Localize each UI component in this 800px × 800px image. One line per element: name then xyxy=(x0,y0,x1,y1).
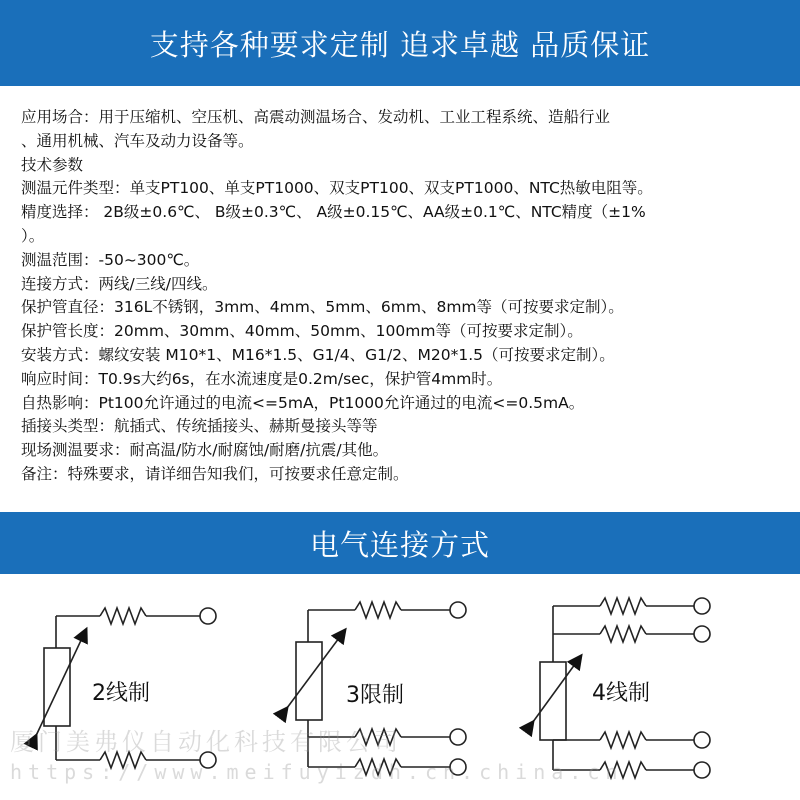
spec-line: ）。 xyxy=(21,226,45,245)
spec-line: 保护管直径：316L不锈钢，3mm、4mm、5mm、6mm、8mm等（可按要求定制）。 xyxy=(21,298,624,317)
spec-line: 技术参数 xyxy=(21,155,84,174)
banner-title: 支持各种要求定制 追求卓越 品质保证 xyxy=(149,27,651,62)
spec-line: 、通用机械、汽车及动力设备等。 xyxy=(21,131,254,150)
spec-line: 现场测温要求：耐高温/防水/耐腐蚀/耐磨/抗震/其他。 xyxy=(21,441,389,460)
company-watermark: 厦门美弗仪自动化科技有限公司 xyxy=(10,728,402,756)
spec-line: 连接方式：两线/三线/四线。 xyxy=(21,274,218,293)
url-watermark: https://www.meifuyizdh.cn.china.cn xyxy=(10,760,624,784)
spec-line: 精度选择： 2B级±0.6℃、 B级±0.3℃、 A级±0.15℃、AA级±0.1℃、NTC精度（±1% xyxy=(21,203,646,222)
section-banner xyxy=(0,512,800,574)
spec-line: 保护管长度：20mm、30mm、40mm、50mm、100mm等（可按要求定制）。 xyxy=(21,322,583,341)
spec-line: 自热影响：Pt100允许通过的电流<=5mA，Pt1000允许通过的电流<=0.5mA。 xyxy=(21,393,585,412)
four-wire-label: 4线制 xyxy=(592,681,650,706)
spec-line: 插接头类型：航插式、传统插接头、赫斯曼接头等等 xyxy=(21,417,378,436)
section-title: 电气连接方式 xyxy=(309,527,490,562)
spec-line: 测温范围：-50~300℃。 xyxy=(21,250,200,269)
spec-line: 测温元件类型：单支PT100、单支PT1000、双支PT100、双支PT1000、NTC热敏电阻等。 xyxy=(21,179,653,198)
spec-line: 安装方式：螺纹安装 M10*1、M16*1.5、G1/4、G1/2、M20*1.5（可按要求定制）。 xyxy=(21,345,615,364)
spec-list xyxy=(21,106,791,487)
spec-line: 应用场合：用于压缩机、空压机、高震动测温场合、发动机、工业工程系统、造船行业 xyxy=(21,108,611,126)
top-banner xyxy=(0,0,800,86)
spec-line: 响应时间：T0.9s大约6s，在水流速度是0.2m/sec，保护管4mm时。 xyxy=(21,369,503,388)
spec-line: 备注：特殊要求，请详细告知我们，可按要求任意定制。 xyxy=(21,464,409,483)
two-wire-label: 2线制 xyxy=(92,681,150,706)
three-wire-label: 3限制 xyxy=(346,683,404,708)
